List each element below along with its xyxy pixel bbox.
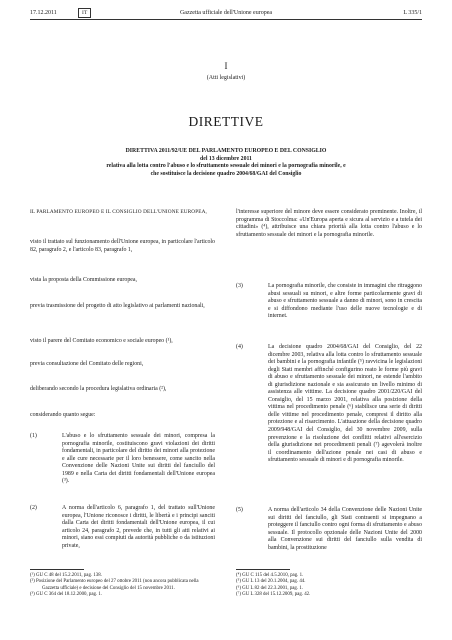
recital-text: A norma dell'articolo 6, paragrafo 1, del trattato sull'Unione europea, l'Unione riconosce i diritti, le libertà e i principi sanciti dalla Carta dei diritti fondamentali dell'Unione europea, il cui articolo 24, paragrafo 2, prevede che, in tutti gli atti relativi ai minori, siano essi compiuti da autorità pubbliche o da istituzioni private, bbox=[62, 505, 215, 549]
header-rule bbox=[30, 19, 422, 20]
recital-number: (2) bbox=[30, 505, 37, 511]
footnote-rule bbox=[30, 569, 84, 570]
preamble-citation: deliberando secondo la procedura legislativa ordinaria (²), bbox=[30, 386, 167, 392]
preamble-citation: visto il trattato sul funzionamento dell'Unione europea, in particolare l'articolo 82, paragrafo 2, e l'articolo 83, paragrafo 1, bbox=[30, 239, 215, 253]
directive-title-line: DIRETTIVA 2011/92/UE DEL PARLAMENTO EUROPEO E DEL CONSIGLIO bbox=[125, 148, 327, 154]
document-type: DIRETTIVE bbox=[188, 114, 264, 129]
footnote-rule bbox=[236, 569, 290, 570]
right-footnotes bbox=[236, 573, 422, 598]
recital-number: (3) bbox=[236, 283, 243, 289]
directive-title-line: relativa alla lotta contro l'abuso e lo sfruttamento sessuale dei minori e la pornografia minorile, e bbox=[106, 163, 346, 170]
preamble-citation: visto il parere del Comitato economico e sociale europeo (¹), bbox=[30, 338, 173, 344]
directive-title-line: che sostituisce la decisione quadro 2004/68/GAI del Consiglio bbox=[150, 170, 302, 177]
journal-title: Gazzetta ufficiale dell'Unione europea bbox=[179, 10, 273, 16]
footnote: (⁷) GU L 328 del 15.12.2009, pag. 42. bbox=[236, 591, 311, 597]
footnote: (⁵) GU L 13 del 20.1.2004, pag. 44. bbox=[236, 579, 306, 585]
recital-number: (4) bbox=[236, 344, 243, 350]
footnote: (⁶) GU L 82 del 22.3.2001, pag. 1. bbox=[236, 585, 303, 591]
recital-number: (5) bbox=[236, 507, 243, 513]
recital-2-continuation: l'interesse superiore del minore deve essere considerato preminente. Inoltre, il programma di Stoccolma: «Un'Europa aperta e sicura al servizio e a tutela dei cittadini» (⁴), attribuisce una chiara priorità alla lotta contro l'abuso e lo sfruttamento sessuale dei minori e la pornografia minorile. bbox=[236, 209, 422, 238]
preamble-institutions: IL PARLAMENTO EUROPEO E IL CONSIGLIO DELL'UNIONE EUROPEA, bbox=[30, 209, 207, 215]
section-numeral: I bbox=[224, 61, 228, 71]
language-badge: IT bbox=[78, 8, 91, 18]
header-date: 17.12.2011 bbox=[30, 10, 57, 16]
preamble-considering: considerando quanto segue: bbox=[30, 412, 96, 418]
preamble-citation: vista la proposta della Commissione europea, bbox=[30, 277, 137, 283]
directive-title-line: del 13 dicembre 2011 bbox=[200, 155, 252, 162]
footnote: (³) GU C 364 del 18.12.2000, pag. 1. bbox=[30, 591, 103, 597]
recital-text: A norma dell'articolo 34 della Convenzione delle Nazioni Unite sui diritti del fanciullo, gli Stati contraenti si impegnano a proteggere il fanciullo contro ogni forma di sfruttamento e abuso sessuale. Il protocollo opzionale delle Nazioni Unite del 2000 alla Convenzione sui diritti del fanciullo sulla vendita di bambini, la prostituzione bbox=[268, 507, 422, 551]
preamble-citation: previa consultazione del Comitato delle regioni, bbox=[30, 361, 144, 367]
footnote: (⁴) GU C 115 del 4.5.2010, pag. 1. bbox=[236, 573, 304, 578]
footnote: (¹) GU C 48 del 15.2.2011, pag. 138. bbox=[30, 573, 102, 578]
recital-number: (1) bbox=[30, 433, 37, 439]
recital-text: La pornografia minorile, che consiste in immagini che ritraggono abusi sessuali su minori, e altre forme particolarmente gravi di abuso e sfruttamento sessuale a danno di minori, sono in crescita e si diffondono mediante l'uso delle nuove tecnologie e di internet. bbox=[268, 283, 422, 320]
directive-title bbox=[60, 148, 392, 178]
left-footnotes bbox=[30, 573, 215, 598]
page-header bbox=[30, 7, 422, 19]
recital-text: L'abuso e lo sfruttamento sessuale dei minori, compresa la pornografia minorile, costituiscono gravi violazioni dei diritti fondamentali, in particolare del diritto dei minori alla protezione e alle cure necessarie per il loro benessere, come sancito nella Convenzione delle Nazioni Unite sui diritti del fanciullo del 1989 e nella Carta dei diritti fondamentali dell'Unione europea (³). bbox=[62, 433, 215, 485]
recital-text: La decisione quadro 2004/68/GAI del Consiglio, del 22 dicembre 2003, relativa alla lotta contro lo sfruttamento sessuale dei bambini e la pornografia infantile (⁵) ravvicina le legislazioni degli Stati membri affinché configurino reato le forme più gravi di abuso e sfruttamento sessuale dei minori, ne estende l'ambito di giurisdizione nazionale e sia assicurato un livello minimo di assistenza alle vittime. La decisione quadro 2001/220/GAI del Consiglio, del 15 marzo 2001, relativa alla posizione della vittima nel procedimento penale (⁶) stabilisce una serie di diritti delle vittime nel procedimento penale, compresi il diritto alla protezione e al risarcimento. L'attuazione della decisione quadro 2009/948/GAI del Consiglio, del 30 novembre 2009, sulla prevenzione e la risoluzione dei conflitti relativi all'esercizio della giurisdizione nei procedimenti penali (⁷) agevolerà inoltre il coordinamento dell'azione penale nei casi di abuso e sfruttamento sessuale di minori e di pornografia minorile. bbox=[268, 344, 422, 464]
section-subtitle: (Atti legislativi) bbox=[206, 75, 246, 81]
page-reference: L 335/1 bbox=[403, 10, 422, 16]
preamble-citation: previa trasmissione del progetto di atto legislativo ai parlamenti nazionali, bbox=[30, 303, 205, 309]
footnote: (²) Posizione del Parlamento europeo del 27 ottobre 2011 (non ancora pubblicata nella Gazzetta ufficiale) e decisione del Consiglio del 15 novembre 2011. bbox=[30, 579, 199, 591]
